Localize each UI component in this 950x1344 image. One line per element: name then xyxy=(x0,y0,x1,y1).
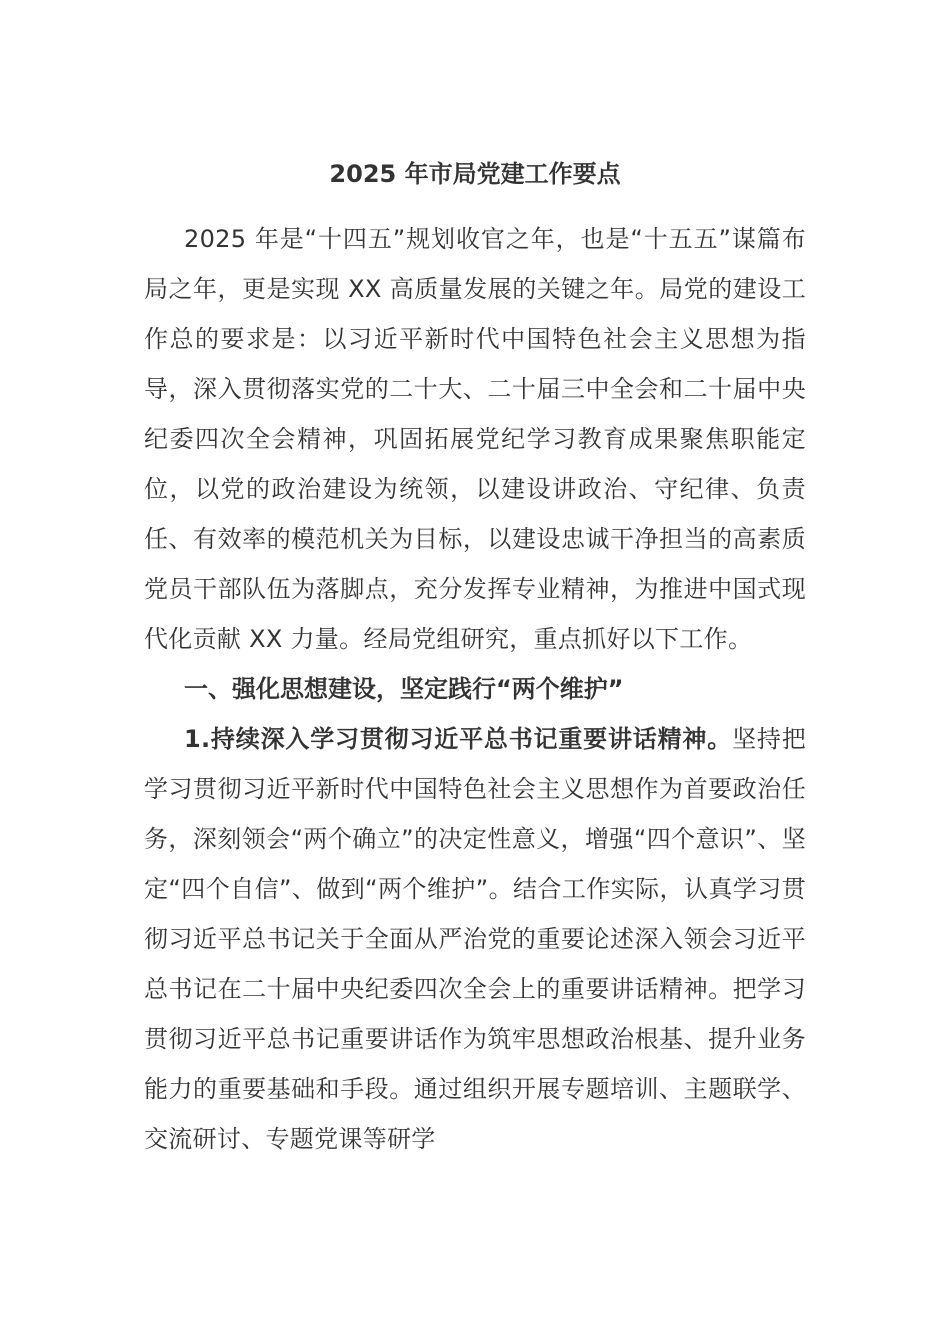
section-heading-1: 一、强化思想建设，坚定践行“两个维护” xyxy=(184,675,624,703)
item-1-lead: 1.持续深入学习贯彻习近平总书记重要讲话精神。 xyxy=(184,725,733,753)
item-1-body: 坚持把学习贯彻习近平新时代中国特色社会主义思想作为首要政治任务，深刻领会“两个确立”的决定性意义，增强“四个意识”、坚定“四个自信”、做到“两个维护”。结合工作实际，认真学习贯彻习近平总书记关于全面从严治党的重要论述深入领会习近平总书记在二十届中央纪委四次全会上的重要讲话精神。把学习贯彻习近平总书记重要讲话作为筑牢思想政治根基、提升业务能力的重要基础和手段。通过组织开展专题培训、主题联学、交流研讨、专题党课等研学 xyxy=(144,725,806,1153)
document-body xyxy=(144,214,806,1164)
item-1-paragraph xyxy=(144,714,806,1164)
document-title: 2025 年市局党建工作要点 xyxy=(329,160,621,188)
intro-paragraph: 2025 年是“十四五”规划收官之年，也是“十五五”谋篇布局之年，更是实现 XX 高质量发展的关键之年。局党的建设工作总的要求是：以习近平新时代中国特色社会主义思想为指导，深入贯彻落实党的二十大、二十届三中全会和二十届中央纪委四次全会精神，巩固拓展党纪学习教育成果聚焦职能定位，以党的政治建设为统领，以建设讲政治、守纪律、负责任、有效率的模范机关为目标，以建设忠诚干净担当的高素质党员干部队伍为落脚点，充分发挥专业精神，为推进中国式现代化贡献 XX 力量。经局党组研究，重点抓好以下工作。 xyxy=(144,225,806,653)
